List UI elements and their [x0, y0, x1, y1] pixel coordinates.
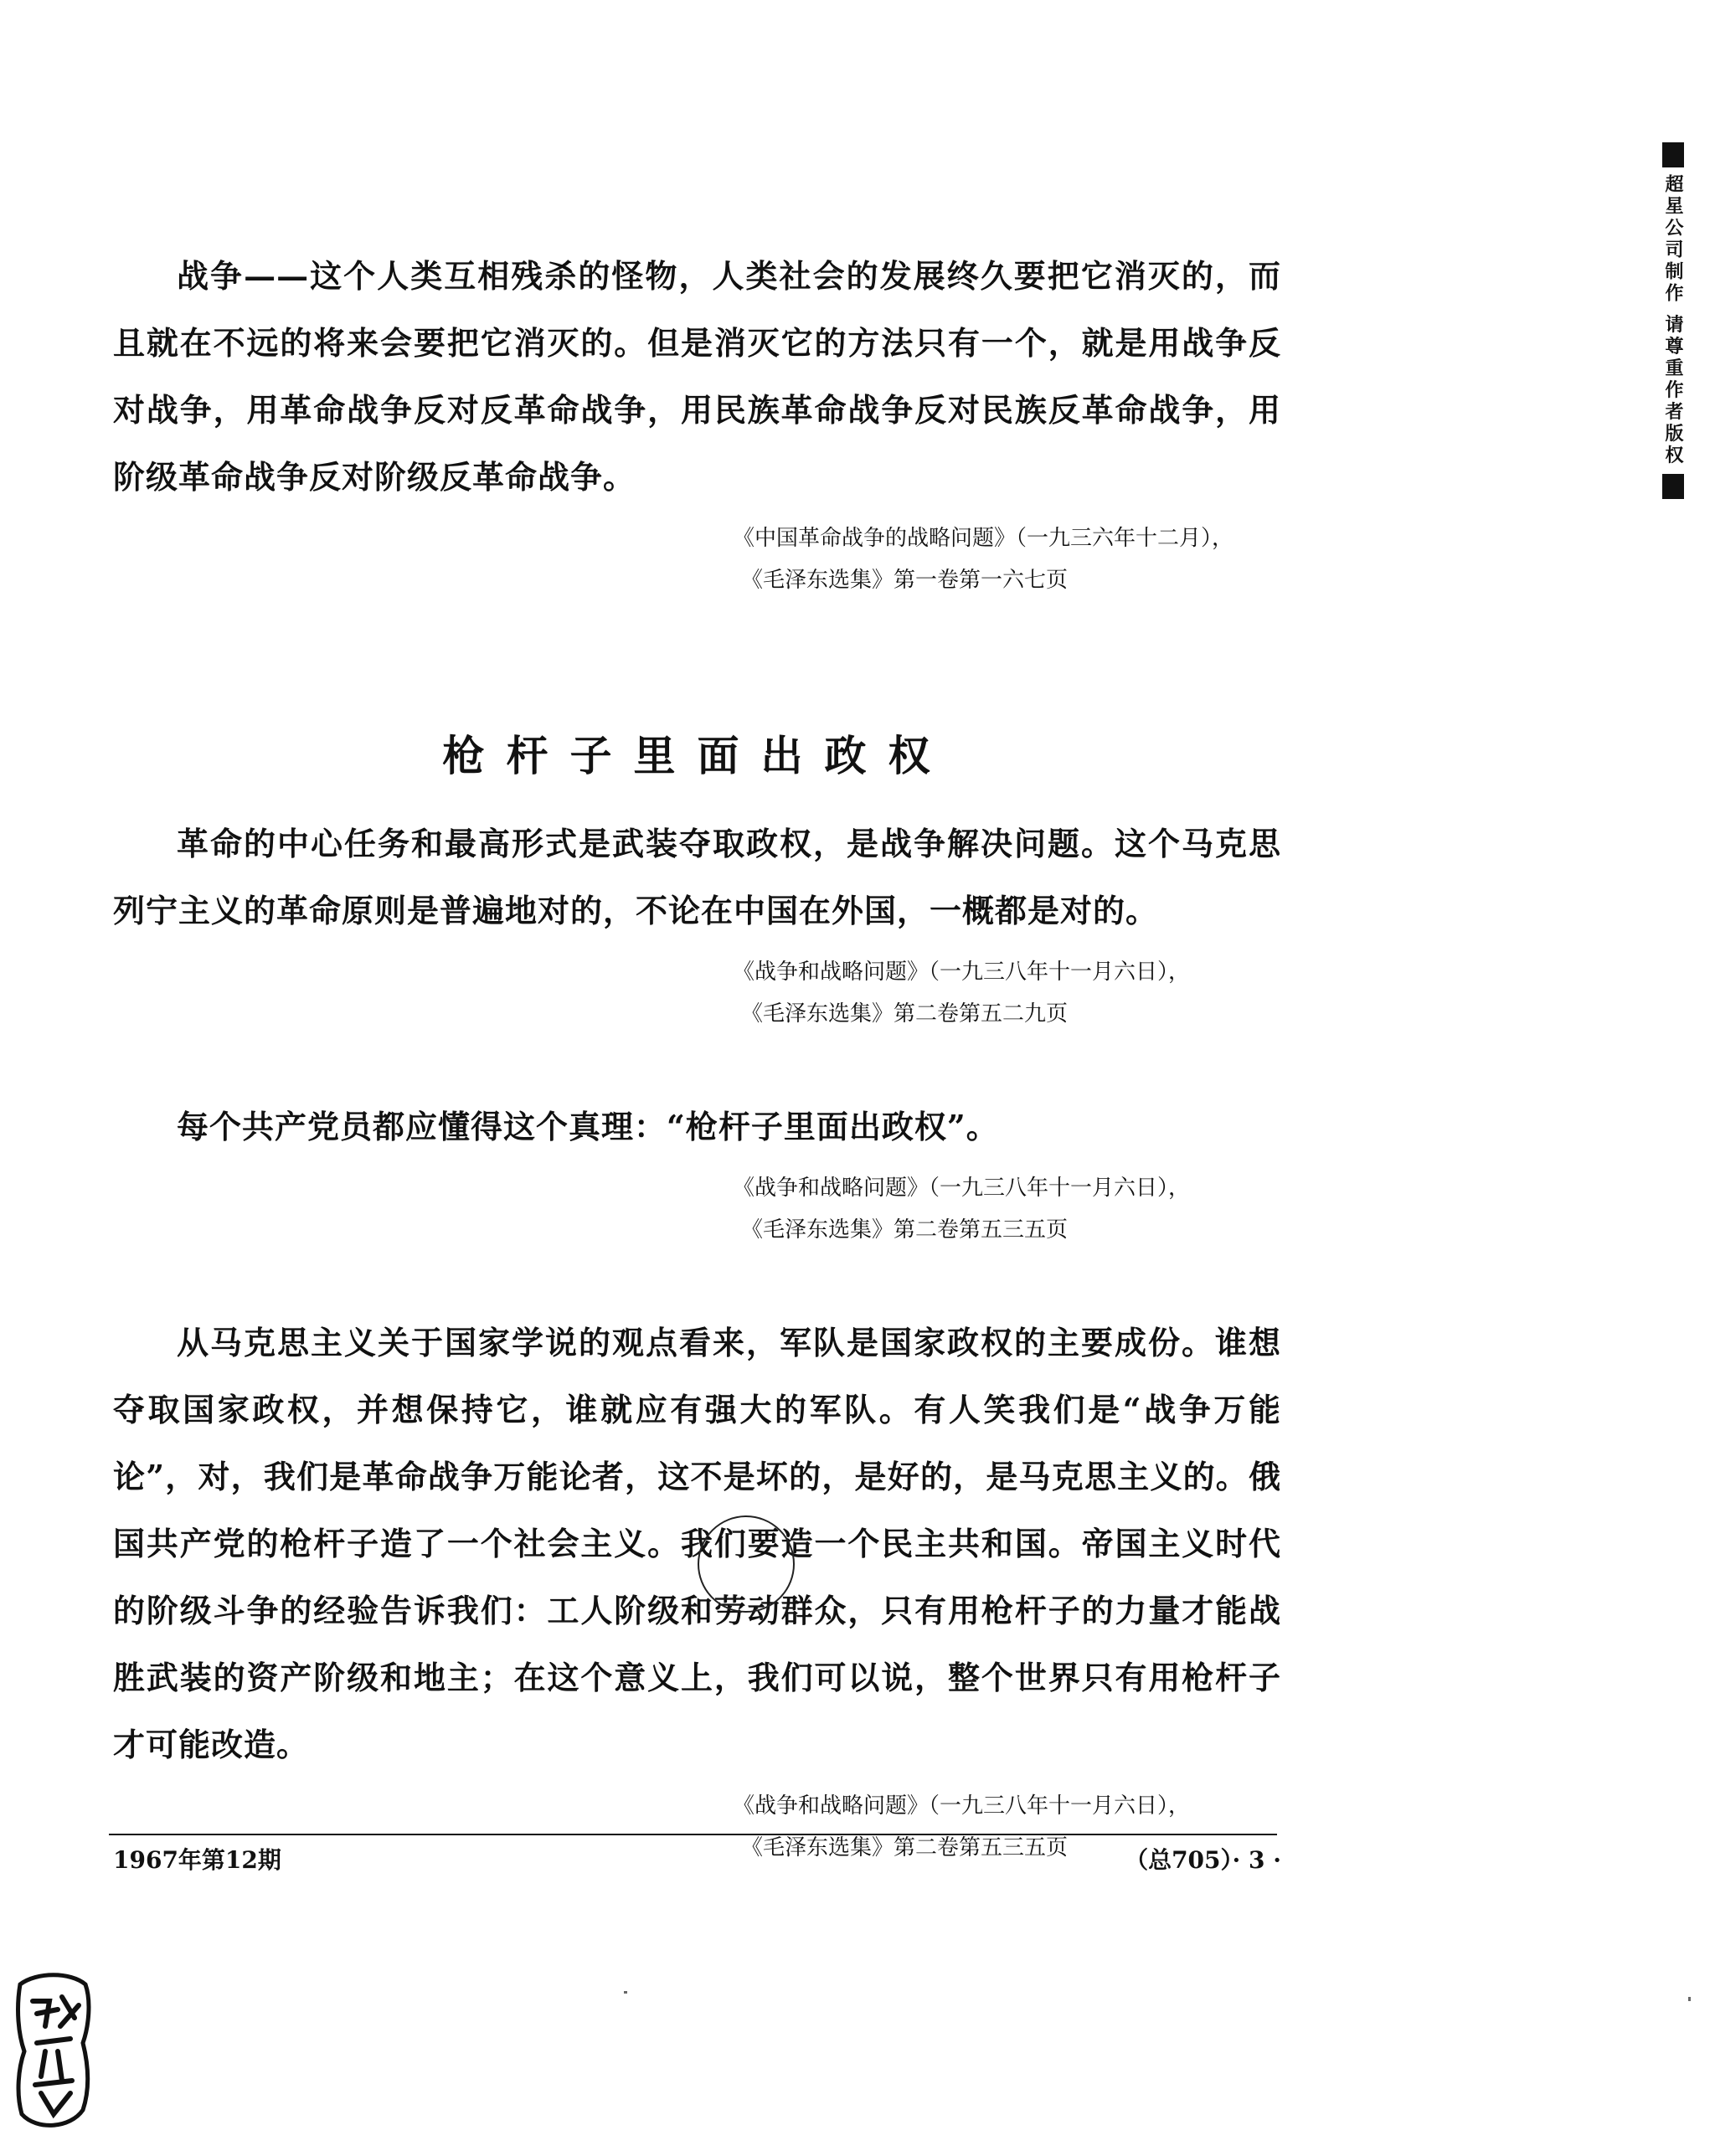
page-footer [113, 1842, 1281, 1876]
page-number: （总705）· 3 · [1125, 1846, 1281, 1874]
citation-2 [113, 951, 1281, 1035]
citation-3 [113, 1167, 1281, 1251]
quote-paragraph-4: 从马克思主义关于国家学说的观点看来，军队是国家政权的主要成份。谁想夺取国家政权，并想保持它，谁就应有强大的军队。有人笑我们是“战争万能论”，对，我们是革命战争万能论者，这不是坏的，是好的，是马克思主义的。俄国共产党的枪杆子造了一个社会主义。我们要造一个民主共和国。帝国主义时代的阶级斗争的经验告诉我们：工人阶级和劳动群众，只有用枪杆子的力量才能战胜武装的资产阶级和地主；在这个意义上，我们可以说，整个世界只有用枪杆子才可能改造。 [113, 1324, 1281, 1763]
scan-speck [1688, 1997, 1691, 2001]
ink-circle-mark [698, 1515, 795, 1613]
quote-paragraph-1: 战争——这个人类互相残杀的怪物，人类社会的发展终久要把它消灭的，而且就在不远的将来会要把它消灭的。但是消灭它的方法只有一个，就是用战争反对战争，用革命战争反对反革命战争，用民族革命战争反对民族反革命战争，用阶级革命战争反对阶级反革命战争。 [113, 257, 1281, 496]
section-heading: 枪杆子里面出政权 [442, 731, 952, 780]
citation-3-line-1: 《战争和战略问题》（一九三八年十一月六日）， [733, 1176, 1191, 1201]
citation-2-line-2: 《毛泽东选集》第二卷第五二九页 [741, 1001, 1069, 1027]
citation-4-line-1: 《战争和战略问题》（一九三八年十一月六日）， [733, 1793, 1191, 1819]
side-notice-text: 超星公司制作 请尊重作者版权 [1662, 174, 1684, 467]
quote-paragraph-3: 每个共产党员都应懂得这个真理：“枪杆子里面出政权”。 [177, 1108, 999, 1145]
footer-rule [109, 1834, 1277, 1835]
side-bar-top [1662, 142, 1684, 167]
library-seal-stamp [12, 1968, 95, 2135]
citation-1-line-2: 《毛泽东选集》第一卷第一六七页 [741, 568, 1069, 593]
side-bar-bottom [1662, 474, 1684, 499]
scan-speck [624, 1991, 627, 1994]
citation-1-line-1: 《中国革命战争的战略问题》（一九三六年十二月）， [733, 526, 1234, 551]
citation-3-line-2: 《毛泽东选集》第二卷第五三五页 [741, 1217, 1069, 1243]
issue-label: 1967年第12期 [113, 1846, 281, 1874]
quote-paragraph-2: 革命的中心任务和最高形式是武装夺取政权，是战争解决问题。这个马克思列宁主义的革命原则是普遍地对的，不论在中国在外国，一概都是对的。 [113, 825, 1281, 929]
citation-1 [113, 517, 1281, 601]
copyright-side-notice [1655, 142, 1692, 499]
page-content [113, 243, 1281, 1869]
citation-4-line-2: 《毛泽东选集》第二卷第五三五页 [741, 1835, 1069, 1860]
citation-2-line-1: 《战争和战略问题》（一九三八年十一月六日）， [733, 960, 1191, 985]
